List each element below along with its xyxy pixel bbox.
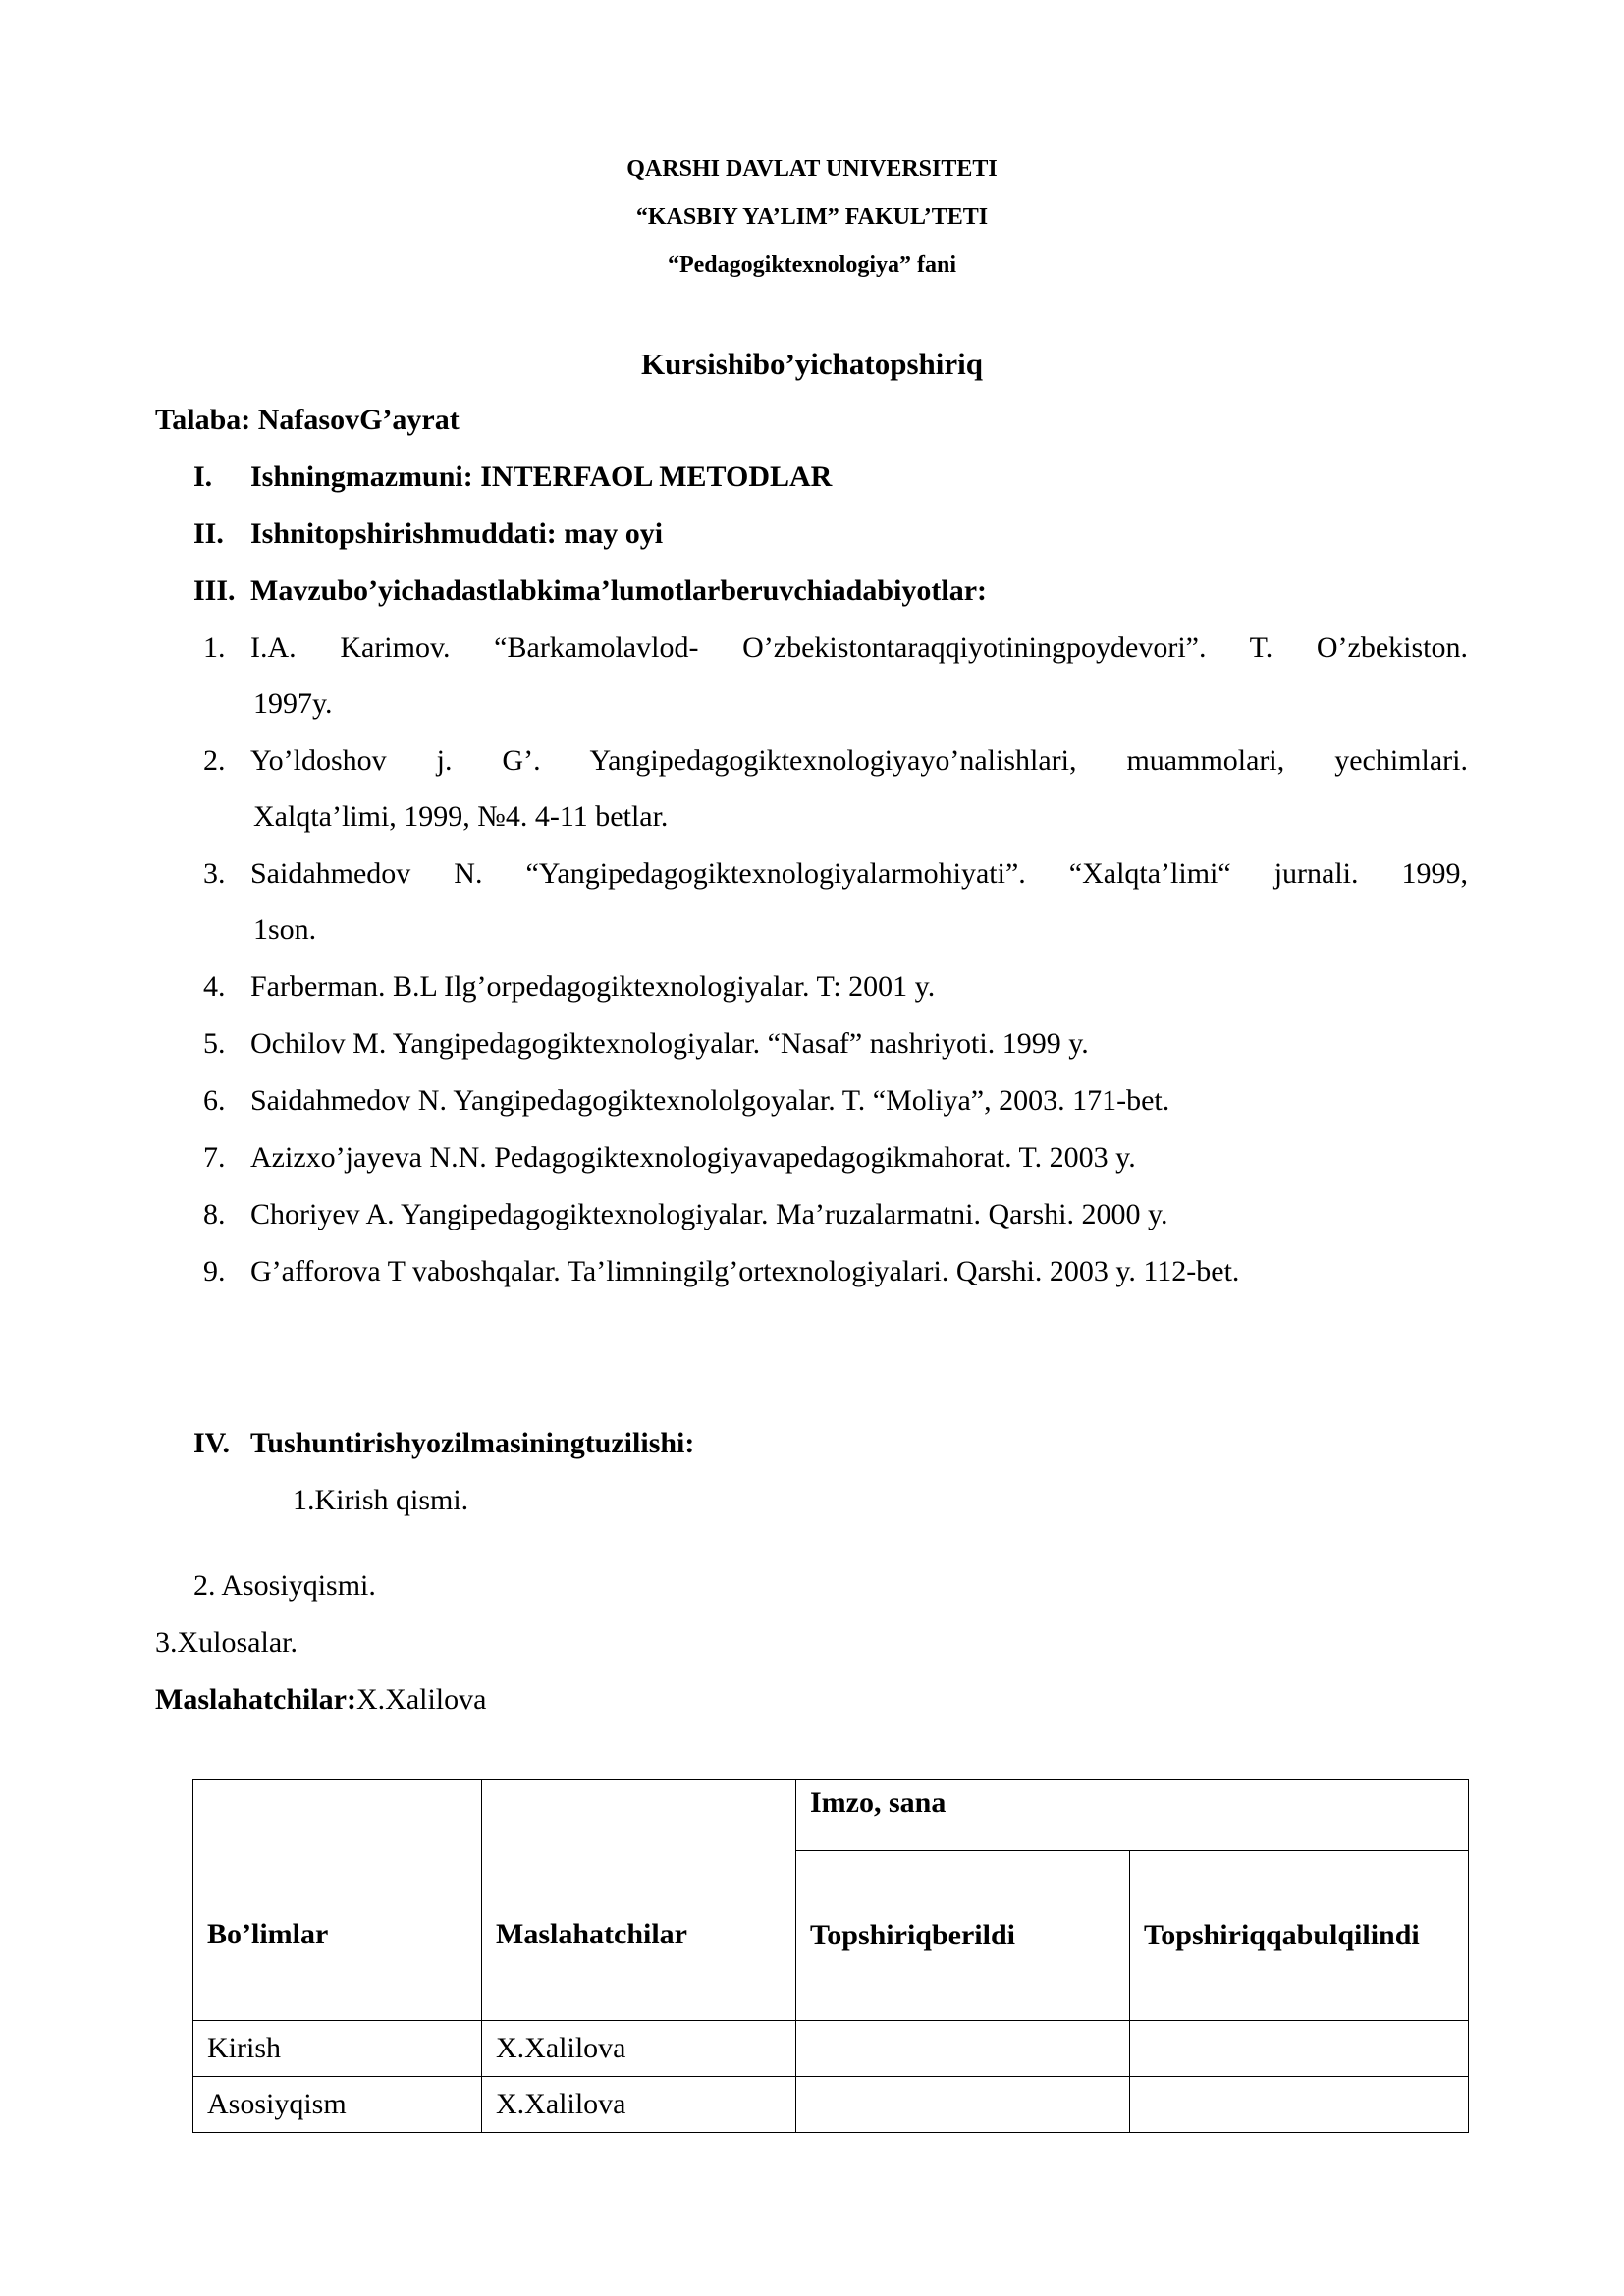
reference-text: Choriyev A. Yangipedagogiktexnologiyalar. Ma’ruzalarmatni. Qarshi. 2000 y. <box>250 1198 1168 1230</box>
table-row <box>193 2077 1469 2133</box>
table-row <box>193 2021 1469 2077</box>
reference-number: 2. <box>203 744 226 777</box>
reference-number: 4. <box>203 970 226 1003</box>
reference-text: I.A. Karimov. “Barkamolavlod- O’zbekistontaraqqiyotiningpoydevori”. T. O’zbekiston. <box>250 631 1468 664</box>
cell-accepted <box>1130 2077 1469 2133</box>
student-line: Talaba: NafasovG’ayrat <box>155 404 460 436</box>
section-text: Mavzubo’yichadastlabkima’lumotlarberuvchiadabiyotlar: <box>250 574 988 607</box>
subject-name: “Pedagogiktexnologiya” fani <box>667 252 956 278</box>
section-number: III. <box>193 574 236 607</box>
cell-advisor: X.Xalilova <box>482 2077 796 2133</box>
university-name: QARSHI DAVLAT UNIVERSITETI <box>626 156 998 182</box>
header-sign-date: Imzo, sana <box>796 1780 1469 1851</box>
structure-item-intro: 1.Kirish qismi. <box>293 1484 469 1516</box>
section-text: Ishnitopshirishmuddati: may oyi <box>250 518 664 550</box>
faculty-name: “KASBIY YA’LIM” FAKUL’TETI <box>635 204 989 230</box>
section-number: II. <box>193 518 224 550</box>
reference-number: 1. <box>203 631 226 664</box>
reference-continuation: 1son. <box>253 913 317 946</box>
section-text: Tushuntirishyozilmasiningtuzilishi: <box>250 1427 695 1459</box>
cell-given <box>796 2077 1130 2133</box>
reference-number: 9. <box>203 1255 226 1287</box>
reference-text: Ochilov M. Yangipedagogiktexnologiyalar. “Nasaf” nashriyoti. 1999 y. <box>250 1027 1089 1060</box>
reference-continuation: 1997y. <box>253 687 333 720</box>
structure-item-main: 2. Asosiyqismi. <box>193 1569 376 1602</box>
reference-text: Azizxo’jayeva N.N. Pedagogiktexnologiyavapedagogikmahorat. T. 2003 y. <box>250 1141 1136 1174</box>
cell-section: Asosiyqism <box>193 2077 482 2133</box>
cell-given <box>796 2021 1130 2077</box>
reference-text: Saidahmedov N. “Yangipedagogiktexnologiyalarmohiyati”. “Xalqta’limi“ jurnali. 1999, <box>250 857 1468 890</box>
header-task-given: Topshiriqberildi <box>796 1851 1130 2021</box>
document-title: Kursishibo’yichatopshiriq <box>641 347 983 381</box>
signature-table <box>192 1779 1469 2133</box>
header-advisors: Maslahatchilar <box>482 1780 796 2021</box>
advisor-line <box>155 1683 486 1717</box>
reference-text: Saidahmedov N. Yangipedagogiktexnololgoyalar. T. “Moliya”, 2003. 171-bet. <box>250 1084 1170 1117</box>
reference-text: Farberman. B.L Ilg’orpedagogiktexnologiyalar. T: 2001 y. <box>250 970 936 1003</box>
section-number: IV. <box>193 1427 230 1459</box>
reference-text: Yo’ldoshov j. G’. Yangipedagogiktexnologiyayo’nalishlari, muammolari, yechimlari. <box>250 744 1468 777</box>
section-text: Ishningmazmuni: INTERFAOL METODLAR <box>250 461 833 493</box>
header-sections: Bo’limlar <box>193 1780 482 2021</box>
reference-continuation: Xalqta’limi, 1999, №4. 4-11 betlar. <box>253 800 669 833</box>
cell-section: Kirish <box>193 2021 482 2077</box>
cell-accepted <box>1130 2021 1469 2077</box>
structure-item-conclusion: 3.Xulosalar. <box>155 1626 298 1659</box>
advisor-label: Maslahatchilar: <box>155 1683 356 1716</box>
reference-text: G’afforova T vaboshqalar. Ta’limningilg’ortexnologiyalari. Qarshi. 2003 y. 112-bet. <box>250 1255 1240 1287</box>
header-task-accepted: Topshiriqqabulqilindi <box>1130 1851 1469 2021</box>
advisor-name: X.Xalilova <box>355 1683 487 1716</box>
reference-number: 5. <box>203 1027 226 1060</box>
reference-number: 8. <box>203 1198 226 1230</box>
reference-number: 6. <box>203 1084 226 1117</box>
section-number: I. <box>193 461 213 493</box>
cell-advisor: X.Xalilova <box>482 2021 796 2077</box>
reference-number: 3. <box>203 857 226 890</box>
reference-number: 7. <box>203 1141 226 1174</box>
